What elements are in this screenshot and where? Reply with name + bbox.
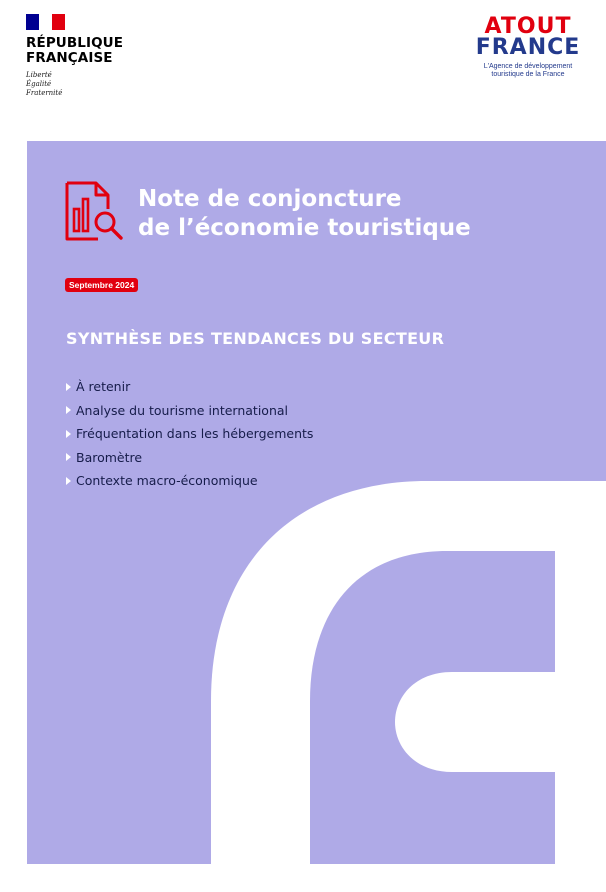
brand-line1: ATOUT xyxy=(484,14,572,39)
toc-item-label: Analyse du tourisme international xyxy=(76,402,289,418)
brand-tagline xyxy=(472,63,584,79)
bullet-triangle-icon xyxy=(66,383,71,391)
toc-item-label: À retenir xyxy=(76,379,131,395)
republic-name-line2: FRANÇAISE xyxy=(26,50,113,66)
title-line2: de l’économie touristique xyxy=(138,215,471,241)
republique-francaise-logo xyxy=(26,14,123,98)
report-search-icon xyxy=(64,181,126,243)
republic-motto xyxy=(26,71,123,98)
atout-france-logo xyxy=(472,16,584,79)
toc-item-barometre xyxy=(66,446,313,470)
bullet-triangle-icon xyxy=(66,477,71,485)
french-flag-icon xyxy=(26,14,65,30)
motto-egalite: Égalité xyxy=(26,80,52,88)
arch-decoration-icon xyxy=(27,141,606,864)
toc-item-label: Fréquentation dans les hébergements xyxy=(76,426,314,442)
date-badge: Septembre 2024 xyxy=(65,278,138,292)
toc-item-frequentation xyxy=(66,422,313,446)
motto-fraternite: Fraternité xyxy=(26,89,63,97)
toc-item-tourisme-international xyxy=(66,399,313,423)
bullet-triangle-icon xyxy=(66,453,71,461)
toc-item-contexte-macro xyxy=(66,469,313,493)
toc-item-label: Baromètre xyxy=(76,449,143,465)
table-of-contents xyxy=(66,375,313,493)
title-line1: Note de conjoncture xyxy=(138,186,402,212)
section-title: SYNTHÈSE DES TENDANCES DU SECTEUR xyxy=(66,329,445,348)
cover-panel xyxy=(27,141,606,864)
toc-item-a-retenir xyxy=(66,375,313,399)
motto-liberte: Liberté xyxy=(26,71,52,79)
toc-item-label: Contexte macro-économique xyxy=(76,473,258,489)
page-title xyxy=(138,185,471,243)
republic-name-line1: RÉPUBLIQUE xyxy=(26,35,124,51)
brand-tagline-line1: L'Agence de développement xyxy=(483,63,573,70)
brand-tagline-line2: touristique de la France xyxy=(491,71,565,78)
bullet-triangle-icon xyxy=(66,406,71,414)
bullet-triangle-icon xyxy=(66,430,71,438)
brand-line2: FRANCE xyxy=(475,35,581,60)
